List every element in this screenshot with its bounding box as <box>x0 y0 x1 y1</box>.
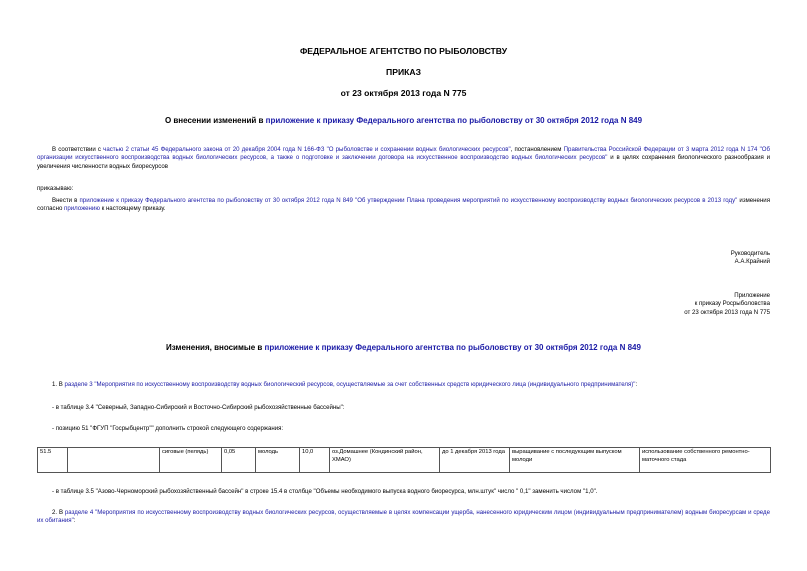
signature-name: А.А.Крайний <box>734 258 770 266</box>
table-cell: оз.Домашнее (Кондинский район, ХМАО) <box>330 448 440 473</box>
signature-role: Руководитель <box>730 250 770 257</box>
table-row <box>38 448 771 473</box>
table-cell: сиговые (пелядь) <box>160 448 222 473</box>
appendix-ref-line-3: от 23 октября 2013 года N 775 <box>684 308 770 316</box>
order-text-2: изменения согласно <box>37 197 771 213</box>
law-link[interactable]: частью 2 статьи 45 Федерального закона от 20 декабря 2004 года N 166-ФЗ "О рыболовстве и сохранении водных биологических ресурсов" <box>103 146 511 153</box>
order-title-link[interactable]: приложение к приказу Федерального агентства по рыболовству от 30 октября 2012 года N 849 <box>265 116 643 125</box>
order-title <box>0 116 807 125</box>
preamble-text-2: , постановлением <box>510 146 564 153</box>
item-1-text-1: 1. В <box>52 381 65 388</box>
subitem-position-51: - позицию 51 "ФГУП "Госрыбцентр"" дополнить строкой следующего содержания: <box>52 425 284 432</box>
item-1 <box>52 381 770 389</box>
preamble <box>37 146 770 171</box>
item-1-text-2: : <box>635 381 638 388</box>
subitem-table-3-4: - в таблице 3.4 "Северный, Западно-Сибирский и Восточно-Сибирский рыбохозяйственные бассейны": <box>52 404 345 411</box>
order-title-prefix: О внесении изменений в <box>164 116 266 125</box>
table-cell: 51.5 <box>38 448 68 473</box>
order-text-1: Внести в <box>52 197 80 204</box>
table-cell: 0,05 <box>222 448 256 473</box>
order-date-number: от 23 октября 2013 года N 775 <box>340 88 467 98</box>
addition-table <box>37 447 771 473</box>
government-decree-link[interactable]: Правительства Российской Федерации от 3 марта 2012 года N 174 "Об организации искусственного воспроизводства водных биологических ресурсов, а также о подготовке и заключении договора на искусственное воспроизводство водных биологических ресурсов" <box>37 146 771 162</box>
appendix-ref-line-1: Приложение <box>734 292 770 299</box>
appendix-ref-line-2: к приказу Росрыболовства <box>694 300 770 308</box>
order-text-3: к настоящему приказу. <box>99 205 166 213</box>
table-cell: выращивание с последующим выпуском молоди <box>510 448 640 473</box>
preamble-text-3: и в целях сохранения биологического разнообразия и увеличения численности водных биоресурсов <box>37 154 770 170</box>
section-4-link[interactable]: разделе 4 "Мероприятия по искусственному воспроизводству водных биологических ресурсов, осуществляемые в целях компенсации ущерба, нанесенного юридическим лицом (индивидуальным предпринимателем) водным биоресурсам и среде их обитания" <box>37 509 770 525</box>
doc-type: ПРИКАЗ <box>386 67 421 77</box>
agency-name: ФЕДЕРАЛЬНОЕ АГЕНТСТВО ПО РЫБОЛОВСТВУ <box>299 46 508 56</box>
changes-title-prefix: Изменения, вносимые в <box>166 343 265 352</box>
table-cell <box>68 448 160 473</box>
item-2 <box>37 509 770 526</box>
changes-title <box>0 343 807 352</box>
appendix-reference <box>684 292 770 317</box>
signature-block <box>731 250 770 267</box>
item-2-text-2: : <box>73 517 76 525</box>
table-cell: до 1 декабря 2013 года <box>440 448 510 473</box>
preamble-text-1: В соответствии с <box>52 146 104 153</box>
table-cell: использование собственного ремонтно-маточного стада <box>640 448 771 473</box>
changes-title-link[interactable]: приложение к приказу Федерального агентства по рыболовству от 30 октября 2012 года N 849 <box>264 343 641 352</box>
order-word: приказываю: <box>37 185 74 192</box>
table-cell: 10,0 <box>300 448 330 473</box>
order-paragraph <box>37 197 770 214</box>
table-cell: молодь <box>256 448 300 473</box>
section-3-link[interactable]: разделе 3 "Мероприятия по искусственному воспроизводству водных биологический ресурсов, осуществляемые за счет собственных средств юридического лица (индивидуального предпринимателя)" <box>64 381 636 388</box>
appendix-link[interactable]: приложению <box>64 205 100 213</box>
subitem-table-3-5: - в таблице 3.5 "Азово-Черноморский рыбохозяйственный бассейн" в строке 15.4 в столбце "Объемы необходимого выпуска водного биоресурса, млн.штук" число " 0,1" заменить числом "1,0". <box>52 488 598 495</box>
appendix-order-link[interactable]: приложение к приказу Федерального агентства по рыболовству от 30 октября 2012 года N 849 "Об утверждении Плана проведения мероприятий по искусственному воспроизводству водных биологических ресурсов в 2013 году" <box>79 197 738 204</box>
item-2-text-1: 2. В <box>52 509 65 516</box>
